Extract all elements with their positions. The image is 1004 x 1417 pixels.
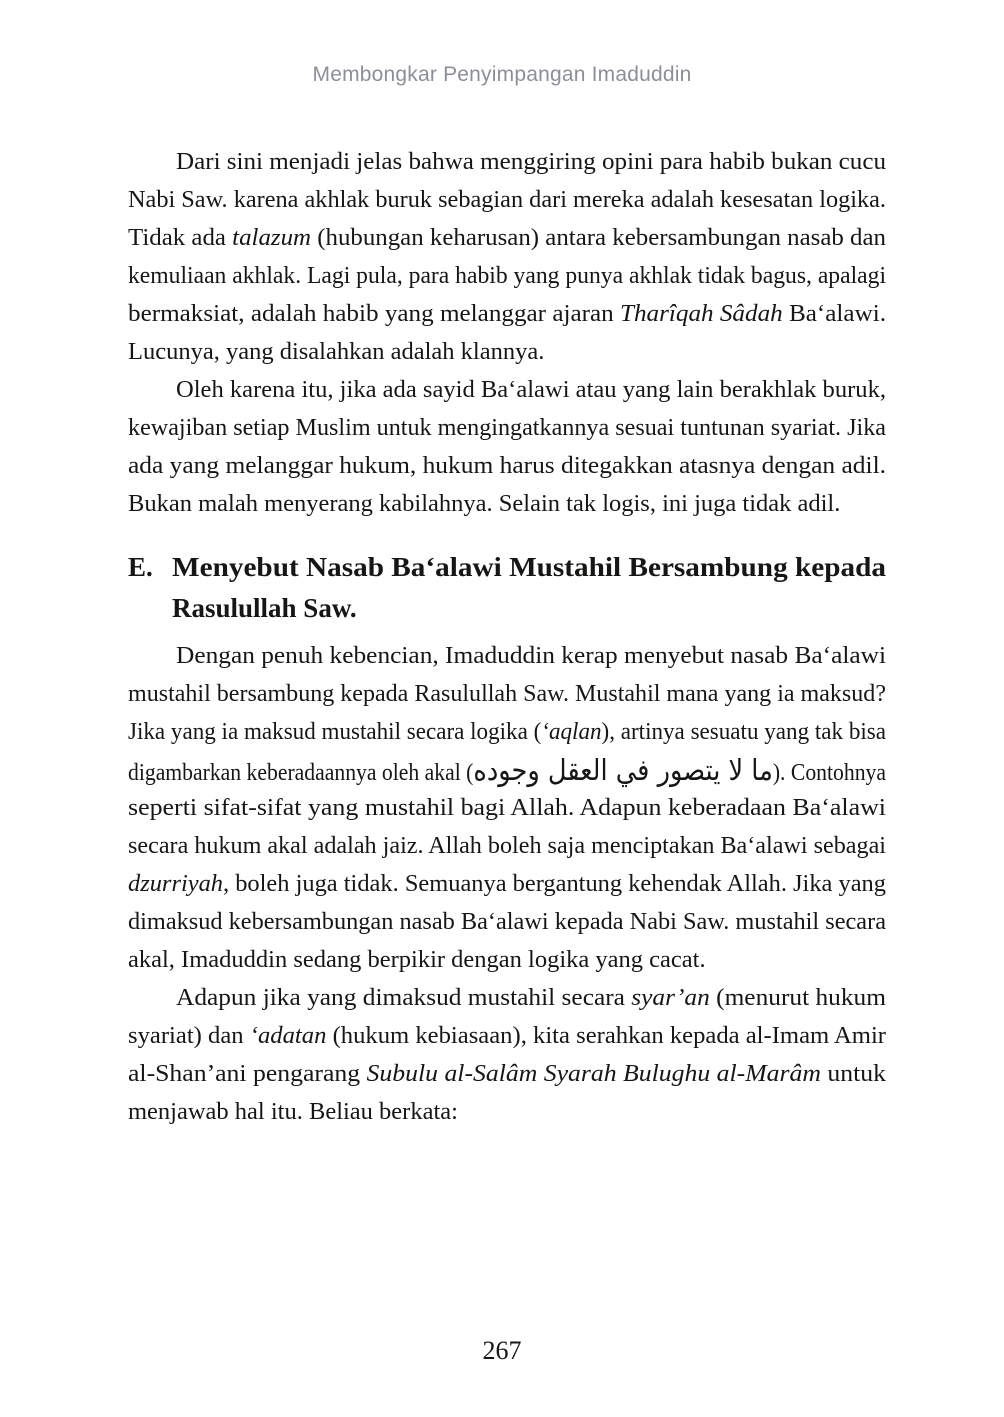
text-line: Dengan penuh kebencian, Imaduddin kerap menyebut nasab Ba‘alawi — [176, 642, 886, 669]
text-line: ada yang melanggar hukum, hukum harus ditegakkan atasnya dengan adil. — [128, 452, 886, 479]
arabic-phrase: ما لا يتصور في العقل وجوده — [473, 753, 773, 787]
text-line: Oleh karena itu, jika ada sayid Ba‘alawi atau yang lain berakhlak buruk, — [176, 376, 886, 403]
section-heading-marker: E. — [128, 552, 153, 582]
text-line: Menyebut Nasab Ba‘alawi Mustahil Bersambung kepada — [172, 552, 886, 582]
text-line: menjawab hal itu. Beliau berkata: — [128, 1098, 458, 1125]
text-line: kewajiban setiap Muslim untuk mengingatkannya sesuai tuntunan syariat. Jika — [128, 414, 886, 441]
text-line: bermaksiat, adalah habib yang melanggar ajaran Tharîqah Sâdah Ba‘alawi. — [128, 300, 886, 327]
text-line: Rasulullah Saw. — [172, 593, 357, 623]
paragraph-3 — [128, 637, 886, 979]
section-heading — [128, 547, 886, 629]
text-line: syariat) dan ‘adatan (hukum kebiasaan), kita serahkan kepada al-Imam Amir — [128, 1022, 887, 1049]
text-line: Jika yang ia maksud mustahil secara logika (‘aqlan), artinya sesuatu yang tak bisa — [128, 718, 886, 745]
text-line: Adapun jika yang dimaksud mustahil secara syar’an (menurut hukum — [176, 984, 886, 1011]
text-line: seperti sifat-sifat yang mustahil bagi Allah. Adapun keberadaan Ba‘alawi — [128, 794, 886, 821]
text-line: kemuliaan akhlak. Lagi pula, para habib yang punya akhlak tidak bagus, apalagi — [128, 262, 886, 289]
text-line: mustahil bersambung kepada Rasulullah Saw. Mustahil mana yang ia maksud? — [128, 680, 886, 707]
text-line: Lucunya, yang disalahkan adalah klannya. — [128, 338, 545, 365]
text-line: Tidak ada talazum (hubungan keharusan) antara kebersambungan nasab dan — [128, 224, 887, 251]
text-line: dzurriyah, boleh juga tidak. Semuanya bergantung kehendak Allah. Jika yang — [128, 870, 886, 897]
text-line: Nabi Saw. karena akhlak buruk sebagian dari mereka adalah kesesatan logika. — [128, 186, 886, 213]
page-number: 267 — [482, 1336, 522, 1365]
running-head: Membongkar Penyimpangan Imaduddin — [312, 63, 692, 86]
paragraph-1 — [128, 143, 886, 371]
text-line: secara hukum akal adalah jaiz. Allah boleh saja menciptakan Ba‘alawi sebagai — [128, 832, 886, 859]
text-line: akal, Imaduddin sedang berpikir dengan logika yang cacat. — [128, 946, 706, 973]
paragraph-4 — [128, 979, 886, 1131]
text-line: digambarkan keberadaannya oleh akal (ما لا يتصور في العقل وجوده). Contohnya — [128, 753, 886, 787]
section-heading-text — [128, 547, 886, 629]
page-content — [128, 143, 886, 1131]
text-line: al-Shan’ani pengarang Subulu al-Salâm Syarah Bulughu al-Marâm untuk — [128, 1060, 886, 1087]
text-line: dimaksud kebersambungan nasab Ba‘alawi kepada Nabi Saw. mustahil secara — [128, 908, 886, 935]
paragraph-2 — [128, 371, 886, 523]
text-line: Dari sini menjadi jelas bahwa menggiring opini para habib bukan cucu — [176, 148, 886, 175]
text-line: Bukan malah menyerang kabilahnya. Selain tak logis, ini juga tidak adil. — [128, 490, 841, 517]
